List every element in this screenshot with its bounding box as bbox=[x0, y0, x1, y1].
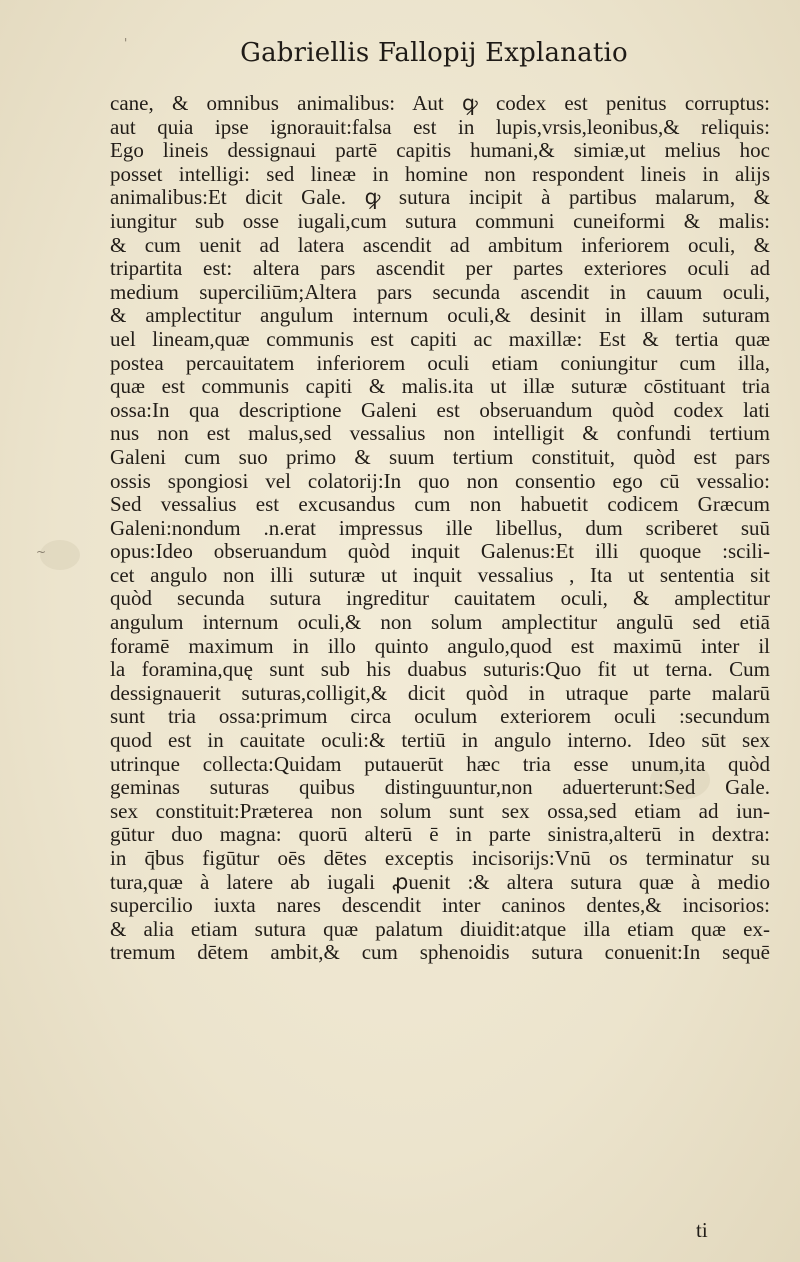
text-line: ossa:In qua descriptione Galeni est obseruandum quòd codex lati bbox=[110, 397, 770, 422]
catchword: ti bbox=[696, 1218, 708, 1242]
text-line: iungitur sub osse iugali,cum sutura communi cuneiformi & malis: bbox=[110, 208, 770, 233]
text-line: Galeni:nondum .n.erat impressus ille libellus, dum scriberet suū bbox=[110, 515, 770, 540]
text-line: supercilio iuxta nares descendit inter caninos dentes,& incisorios: bbox=[110, 893, 770, 918]
text-line: & alia etiam sutura quæ palatum diuidit:atque illa etiam quæ ex- bbox=[110, 916, 770, 941]
text-line: sunt tria ossa:primum circa oculum exteriorem oculi :secundum bbox=[110, 704, 770, 729]
text-line: Ego lineis dessignaui partē capitis humani,& simiæ,ut melius hoc bbox=[110, 138, 770, 163]
text-line: quòd secunda sutura ingreditur cauitatem oculi, & amplectitur bbox=[110, 586, 770, 611]
text-line: gūtur duo magna: quorū alterū ē in parte sinistra,alterū in dextra: bbox=[110, 822, 770, 847]
text-line: nus non est malus,sed vessalius non intelligit & confundi tertium bbox=[110, 421, 770, 446]
text-line: quod est in cauitate oculi:& tertiū in angulo interno. Ideo sūt sex bbox=[110, 728, 770, 753]
text-line: utrinque collecta:Quidam putauerūt hæc tria esse unum,ita quòd bbox=[110, 751, 770, 776]
text-line: posset intelligi: sed lineæ in homine non respondent lineis in alijs bbox=[110, 161, 770, 186]
text-line: uel lineam,quæ communis est capiti ac maxillæ: Est & tertia quæ bbox=[110, 326, 770, 351]
body-text bbox=[110, 92, 770, 965]
text-line: dessignauerit suturas,colligit,& dicit quòd in utraque parte malarū bbox=[110, 680, 770, 705]
text-line: sex constituit:Præterea non solum sunt sex ossa,sed etiam ad iun- bbox=[110, 798, 770, 823]
margin-mark: ~ bbox=[36, 545, 47, 559]
text-line: in q̄bus figūtur oēs dētes exceptis incisorijs:Vnū os terminatur su bbox=[110, 846, 770, 870]
text-line: & cum uenit ad latera ascendit ad ambitum inferiorem oculi, & bbox=[110, 232, 770, 257]
text-line: animalibus:Et dicit Gale. ꝙ sutura incipit à partibus malarum, & bbox=[110, 185, 770, 210]
text-line: angulum internum oculi,& non solum amplectitur angulū sed etiā bbox=[110, 610, 770, 635]
text-line: & amplectitur angulum internum oculi,& desinit in illam suturam bbox=[110, 303, 770, 328]
text-line: quæ est communis capiti & malis.ita ut illæ suturæ cōstituant tria bbox=[110, 374, 770, 399]
text-line: tura,quæ à latere ab iugali ꝓuenit :& altera sutura quæ à medio bbox=[110, 869, 770, 894]
text-line: la foramina,quę sunt sub his duabus suturis:Quo fit ut terna. Cum bbox=[110, 657, 770, 682]
text-line: Sed vessalius est excusandus cum non habuetit codicem Græcum bbox=[110, 492, 770, 517]
text-line: cane, & omnibus animalibus: Aut ꝙ codex est penitus corruptus: bbox=[110, 91, 770, 115]
text-line: Galeni cum suo primo & suum tertium constituit, quòd est pars bbox=[110, 444, 770, 469]
text-line: geminas suturas quibus distinguuntur,non aduerterunt:Sed Gale. bbox=[110, 775, 770, 800]
running-head-title: Gabriellis Fallopij Explanatio bbox=[240, 38, 628, 68]
text-line: tremum dētem ambit,& cum sphenoidis sutura conuenit:In sequē bbox=[110, 940, 770, 965]
text-line: ossis spongiosi vel colatorij:In quo non consentio ego cū vessalio: bbox=[110, 468, 770, 493]
text-line: aut quia ipse ignorauit:falsa est in lupis,vrsis,leonibus,& reliquis: bbox=[110, 114, 770, 139]
text-line: foramē maximum in illo quinto angulo,quod est maximū inter il bbox=[110, 633, 770, 658]
text-line: cet angulo non illi suturæ ut inquit vessalius , Ita ut sententia sit bbox=[110, 562, 770, 587]
text-line: tripartita est: altera pars ascendit per partes exteriores oculi ad bbox=[110, 256, 770, 281]
margin-mark: ' bbox=[124, 36, 128, 50]
running-head bbox=[0, 38, 800, 68]
text-line: postea percauitatem inferiorem oculi etiam coniungitur cum illa, bbox=[110, 350, 770, 375]
text-line: opus:Ideo obseruandum quòd inquit Galenus:Et illi quoque :scili- bbox=[110, 539, 770, 564]
text-line: medium superciliūm;Altera pars secunda ascendit in cauum oculi, bbox=[110, 279, 770, 304]
